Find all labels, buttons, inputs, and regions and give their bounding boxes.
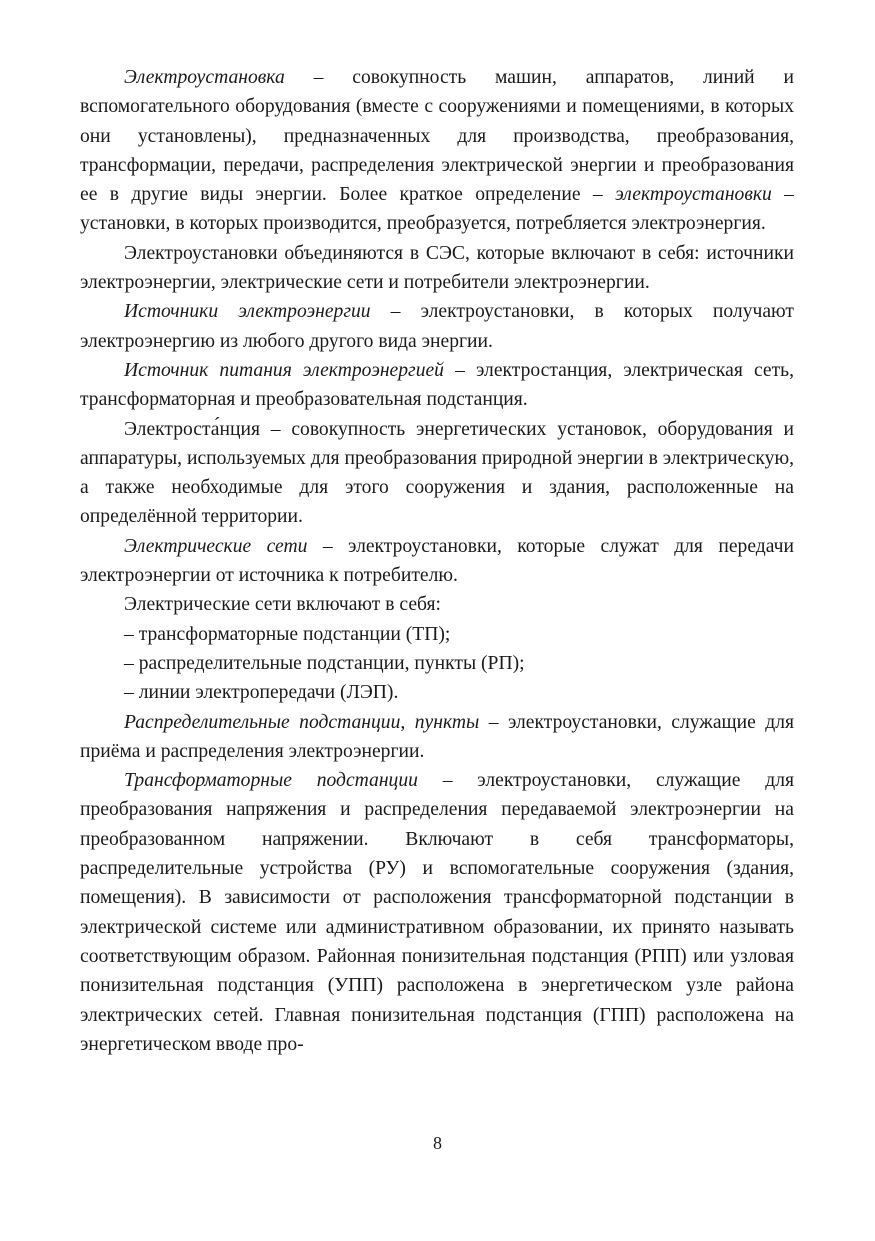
paragraph-text: – электроустановки, которые служат для передачи электроэнергии от источника к потребителю. (80, 535, 794, 587)
paragraph-text: – совокупность машин, аппаратов, линий и вспомогательного оборудования (вместе с сооружениями и помещениями, в которых они установлены), предназначенных для производства, преобразования, трансформации, передачи, распределения электрической энергии и преобразования ее в другие виды энергии. Более краткое определение – (80, 67, 794, 206)
paragraph-elektrostanciya (80, 415, 794, 532)
paragraph-text: – электроустановки, в которых получают электроэнергию из любого другого вида энергии. (80, 301, 794, 352)
list-item-text: – распределительные подстанции, пункты (РП); (124, 652, 525, 674)
term: Источники электроэнергии (124, 301, 371, 323)
document-page (80, 63, 794, 1059)
paragraph-istochnik-pitaniya (80, 356, 794, 415)
term: Источник питания электроэнергией (124, 359, 444, 381)
paragraph-text: – электроустановки, служащие для преобразования напряжения и распределения передаваемой электроэнергии на преобразованном напряжении. Включают в себя трансформаторы, распределительные устройства (РУ) и вспомогательные сооружения (здания, помещения). В зависимости от расположения трансформаторной подстанции в электрической системе или административном образовании, их принято называть соответствующим образом. Районная понизительная подстанция (РПП) или узловая понизительная подстанция (УПП) расположена в энергетическом узле района электрических сетей. Главная понизительная подстанция (ГПП) расположена на энергетическом вводе про- (80, 770, 794, 1055)
paragraph-raspredelitelnye (80, 708, 794, 767)
paragraph-transformatornye (80, 766, 794, 1059)
paragraph-elektroustanovka (80, 63, 794, 239)
list-item (80, 678, 794, 707)
paragraph-seti-vklyuchayut (80, 590, 794, 619)
paragraph-text: – электроустановки, служащие для приёма и распределения электроэнергии. (80, 711, 795, 762)
term: Электроустановка (124, 67, 285, 88)
term: Распределительные подстанции, пункты (124, 711, 480, 733)
paragraph-ses (80, 239, 794, 298)
paragraph-text: – электростанция, электрическая сеть, трансформаторная и преобразовательная подстанция. (80, 359, 794, 411)
list-item (80, 620, 794, 649)
paragraph-text: – установки, в которых производится, преобразуется, потребляется электроэнергия. (80, 184, 794, 235)
paragraph-text: Электроста́нция – совокупность энергетических установок, оборудования и аппаратуры, используемых для преобразования природной энергии в электрическую, а также необходимые для этого сооружения и здания, расположенные на определённой территории. (80, 418, 794, 528)
term: Электрические сети (124, 535, 308, 557)
term: Трансформаторные подстанции (124, 770, 418, 792)
list-item-text: – линии электропередачи (ЛЭП). (124, 682, 399, 704)
page-number: 8 (433, 1133, 442, 1153)
paragraph-text: Электрические сети включают в себя: (124, 594, 441, 616)
paragraph-istochniki (80, 297, 794, 356)
paragraph-text: Электроустановки объединяются в СЭС, которые включают в себя: источники электроэнергии, электрические сети и потребители электроэнергии. (80, 242, 794, 294)
list-item-text: – трансформаторные подстанции (ТП); (124, 623, 451, 645)
term: электроустановки (615, 184, 772, 206)
list-item (80, 649, 794, 678)
paragraph-elektricheskie-seti (80, 532, 794, 591)
